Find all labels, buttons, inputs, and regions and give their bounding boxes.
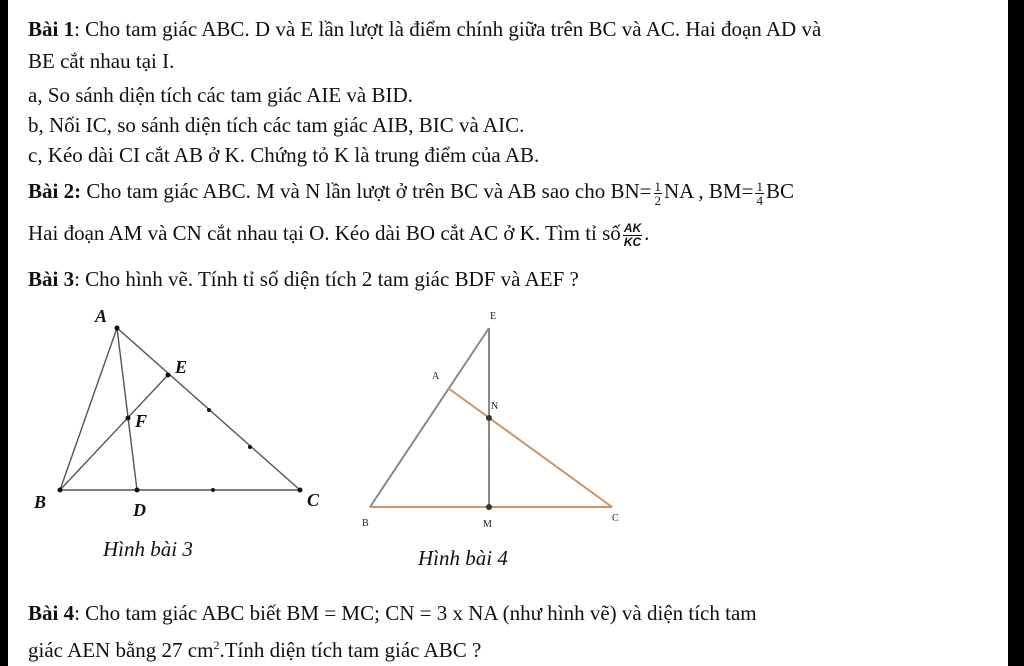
bai1-line2: BE cắt nhau tại I. (28, 49, 175, 73)
bai3-line (28, 266, 579, 292)
fig4-label-b: B (362, 518, 369, 529)
fig4-label-e: E (490, 311, 497, 322)
bai2-frac3-den: KC (623, 234, 642, 249)
fig3-tick-bc (211, 488, 215, 492)
bai4-title: Bài 4 (28, 601, 75, 625)
bai1-question-b: b, Nối IC, so sánh diện tích các tam giác AIB, BIC và AIC. (28, 113, 525, 137)
bai2-frac1-num: 1 (654, 178, 661, 194)
bai4-line2 (28, 632, 481, 663)
fig3-label-a: A (95, 306, 108, 326)
bai2-text3: BC (765, 179, 794, 203)
bai2-frac2-num: 1 (756, 178, 763, 194)
fig3-label-c: C (307, 490, 320, 510)
fig3-label-d: D (133, 500, 146, 520)
fig4-segment-eb (370, 328, 489, 507)
bai2-text2: NA , BM (664, 179, 742, 203)
fig3-point-f (126, 416, 131, 421)
bai2-line1 (28, 178, 794, 207)
fig3-segment-be (60, 375, 168, 490)
fig3-label-f: F (135, 411, 148, 431)
bai1-line1 (28, 16, 821, 42)
bai2-fraction-1 (654, 180, 663, 207)
figure-bai-3 (20, 300, 340, 530)
fig3-point-b (58, 488, 63, 493)
bai2-end: . (644, 221, 650, 245)
bai3-title: Bài 3 (28, 267, 75, 291)
bai2-frac2-den: 4 (756, 192, 763, 208)
bai1-question-a: a, So sánh diện tích các tam giác AIE và BID. (28, 83, 413, 107)
bai1-text1: : Cho tam giác ABC. D và E lần lượt là điểm chính giữa trên BC và AC. Hai đoạn AD và (74, 17, 822, 41)
fig4-caption: Hình bài 4 (418, 546, 508, 570)
left-border (0, 0, 8, 666)
bai2-eq2: = (741, 179, 754, 203)
bai4-superscript: 2 (213, 638, 220, 652)
fig3-point-d (135, 488, 140, 493)
bai2-text1: Cho tam giác ABC. M và N lần lượt ở trên BC và AB sao cho BN (81, 179, 640, 203)
fig4-label-c: C (612, 513, 619, 524)
right-border (1008, 0, 1024, 666)
fig4-point-n (486, 415, 492, 421)
bai2-title: Bài 2: (28, 179, 82, 203)
fig4-label-n: N (491, 401, 499, 412)
fig3-point-a (115, 326, 120, 331)
fig4-point-m (486, 504, 492, 510)
bai1-title: Bài 1 (28, 17, 75, 41)
bai2-eq1: = (639, 179, 652, 203)
fig3-tick-ac-1 (207, 408, 211, 412)
fig3-side-ab (60, 328, 117, 490)
fig3-label-b: B (34, 492, 47, 512)
bai2-line2 (28, 220, 649, 249)
bai2-fraction-2 (755, 180, 764, 207)
bai2-frac3-num: AK (623, 220, 642, 235)
bai4-text2: giác AEN bằng 27 cm (28, 638, 214, 662)
bai3-text: : Cho hình vẽ. Tính tỉ số diện tích 2 tam giác BDF và AEF ? (74, 267, 579, 291)
bai1-question-c: c, Kéo dài CI cắt AB ở K. Chứng tỏ K là trung điểm của AB. (28, 143, 540, 167)
bai2-frac1-den: 2 (654, 192, 661, 208)
fig3-segment-ad (117, 328, 137, 490)
bai2-text4: Hai đoạn AM và CN cắt nhau tại O. Kéo dài BO cắt AC ở K. Tìm tỉ số (28, 221, 621, 245)
fig4-segment-ac (448, 388, 612, 507)
fig3-point-c (298, 488, 303, 493)
fig4-label-a: A (432, 371, 440, 382)
fig3-caption: Hình bài 3 (103, 537, 193, 561)
fig3-label-e: E (175, 357, 188, 377)
figure-bai-4 (350, 300, 640, 540)
bai4-text1: : Cho tam giác ABC biết BM = MC; CN = 3 x NA (như hình vẽ) và diện tích tam (74, 601, 757, 625)
bai2-fraction-ak-kc (623, 222, 642, 249)
fig3-point-e (166, 373, 171, 378)
fig3-tick-ac-2 (248, 445, 252, 449)
fig4-label-m: M (483, 519, 492, 530)
bai4-line1 (28, 600, 757, 626)
bai4-text3: .Tính diện tích tam giác ABC ? (219, 638, 482, 662)
